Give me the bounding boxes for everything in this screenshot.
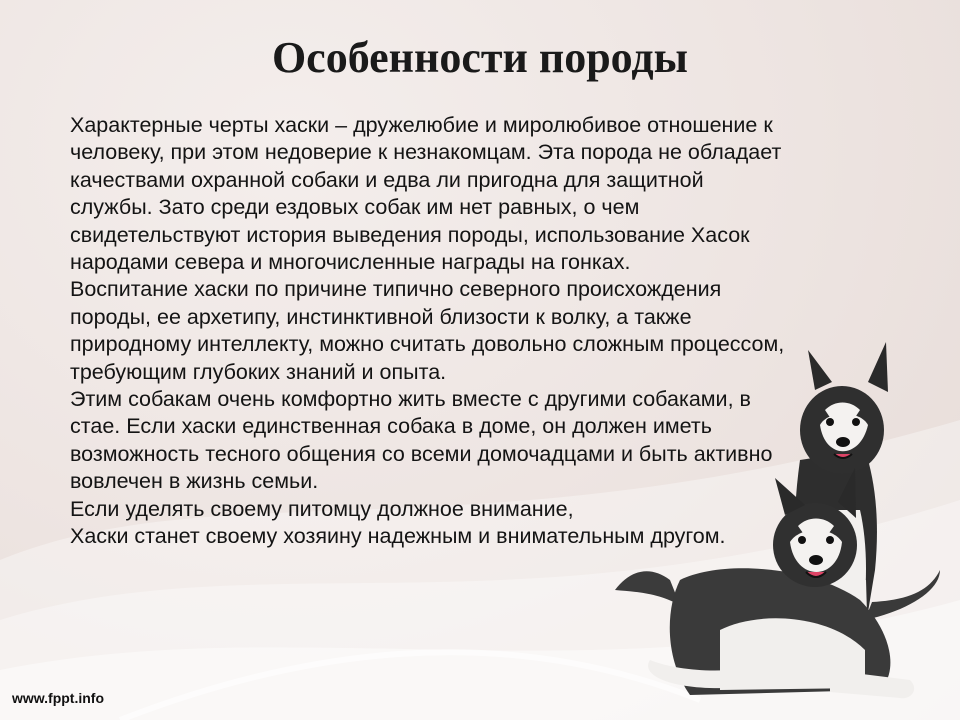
- paragraph-5: Хаски станет своему хозяину надежным и внимательным другом.: [70, 524, 726, 549]
- paragraph-3: Этим собакам очень комфортно жить вместе с другими собаками, в стае. Если хаски единственная собака в доме, он должен иметь возможность тесного общения со всеми домочадцами и быть активно вовлечен в жизнь семьи.: [70, 387, 773, 494]
- huskies-image: [610, 330, 960, 720]
- paragraph-2: Воспитание хаски по причине типично северного происхождения породы, ее архетипу, инстинктивной близости к волку, а также природному интеллекту, можно считать довольно сложным процессом, требующим глубоких знаний и опыта.: [70, 277, 785, 384]
- paragraph-4: Если уделять своему питомцу должное внимание,: [70, 496, 574, 521]
- slide-title: Особенности породы: [271, 33, 689, 82]
- footer-url: www.fppt.info: [12, 690, 105, 706]
- paragraph-1: Характерные черты хаски – дружелюбие и миролюбивое отношение к человеку, при этом недоверие к незнакомцам. Эта порода не обладает качествами охранной собаки и едва ли пригодна для защитной службы. Зато среди ездовых собак им нет равных, о чем свидетельствуют история выведения породы, использование Хасок народами севера и многочисленные награды на гонках.: [70, 113, 782, 275]
